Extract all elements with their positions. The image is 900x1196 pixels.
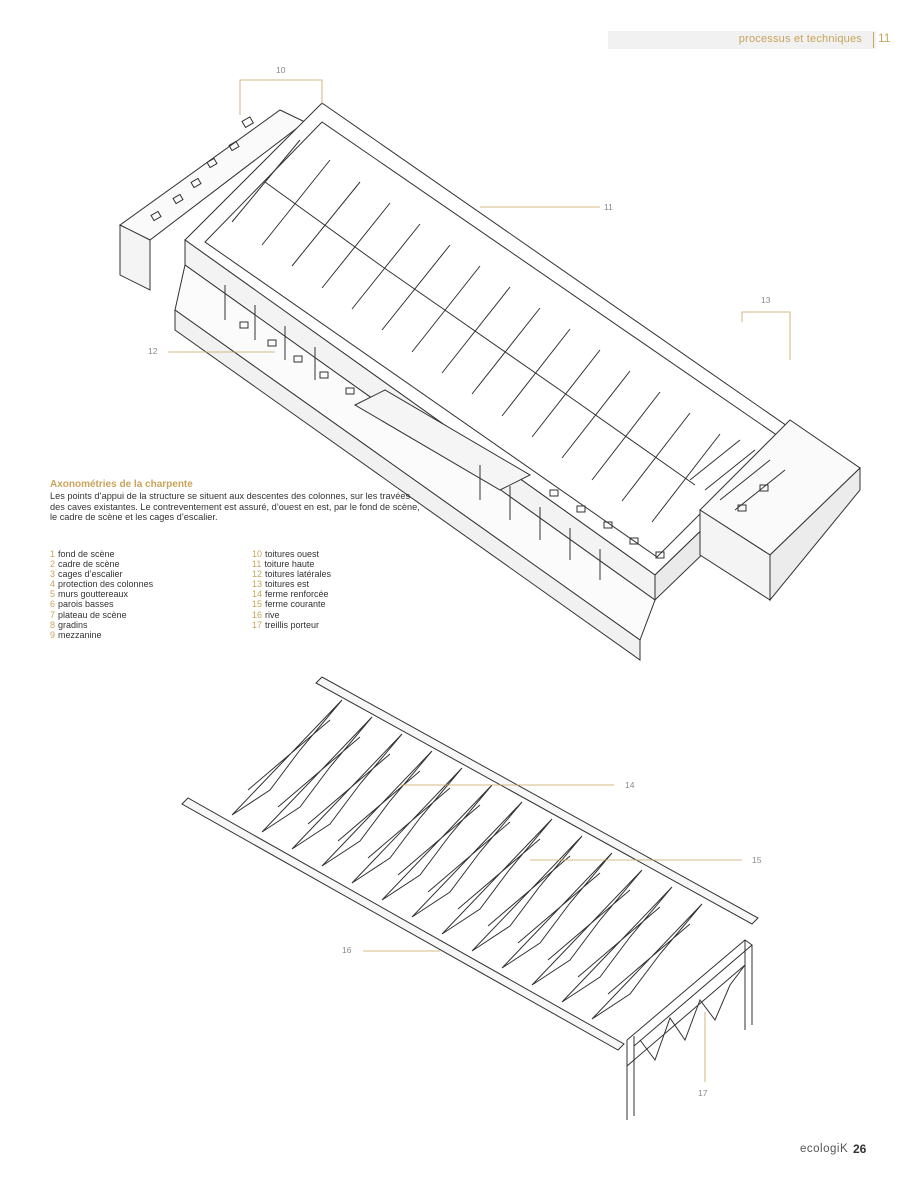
legend-item: 15 ferme courante: [252, 599, 326, 610]
legend-item: 5 murs gouttereaux: [50, 589, 129, 600]
legend-item: 2 cadre de scène: [50, 559, 120, 570]
support-lattice: [627, 940, 752, 1120]
legend-left: [50, 549, 153, 640]
trusses: [232, 700, 702, 1019]
callout-10: 10: [276, 65, 286, 75]
caption-title: Axonométries de la charpente: [50, 479, 193, 490]
legend-right: [252, 549, 331, 630]
callout-16: 16: [342, 945, 352, 955]
legend-item: 9 mezzanine: [50, 629, 102, 640]
legend-item: 16 rive: [252, 609, 280, 620]
truss-axonometry: [182, 677, 758, 1120]
legend-item: 13 toitures est: [252, 579, 310, 590]
bottom-edge-beam: [182, 798, 624, 1050]
legend-item: 1 fond de scène: [50, 549, 115, 559]
caption-body: Les points d’appui de la structure se situent aux descentes des colonnes, sur les travées des caves existantes. Le contreventement est assuré, d’ouest en est, par le fond de scène, le cadre de scène et les cages d’escalier.: [50, 491, 420, 523]
callout-12: 12: [148, 346, 158, 356]
callout-14: 14: [625, 780, 635, 790]
legend-item: 7 plateau de scène: [50, 609, 127, 620]
legend-item: 14 ferme renforcée: [252, 589, 329, 600]
section-title: processus et techniques: [738, 33, 862, 45]
callout-11: 11: [604, 202, 613, 212]
roof-axonometry: [120, 103, 860, 660]
legend-item: 4 protection des colonnes: [50, 579, 154, 590]
legend-item: 17 treillis porteur: [252, 619, 320, 630]
page-number: 11: [878, 31, 891, 45]
legend-item: 8 gradins: [50, 619, 88, 630]
legend-item: 6 parois basses: [50, 599, 114, 610]
magazine-logo: ecologiK: [800, 1143, 849, 1155]
legend-item: 12 toitures latérales: [252, 569, 332, 580]
issue-number: 26: [853, 1142, 867, 1156]
callout-15: 15: [752, 855, 762, 865]
callout-17: 17: [698, 1088, 708, 1098]
top-edge-beam: [316, 677, 758, 924]
callout-13: 13: [761, 295, 771, 305]
legend-item: 3 cages d’escalier: [50, 569, 123, 580]
legend-item: 11 toiture haute: [252, 559, 315, 570]
figure-caption: [50, 479, 420, 523]
legend-item: 10 toitures ouest: [252, 549, 320, 559]
